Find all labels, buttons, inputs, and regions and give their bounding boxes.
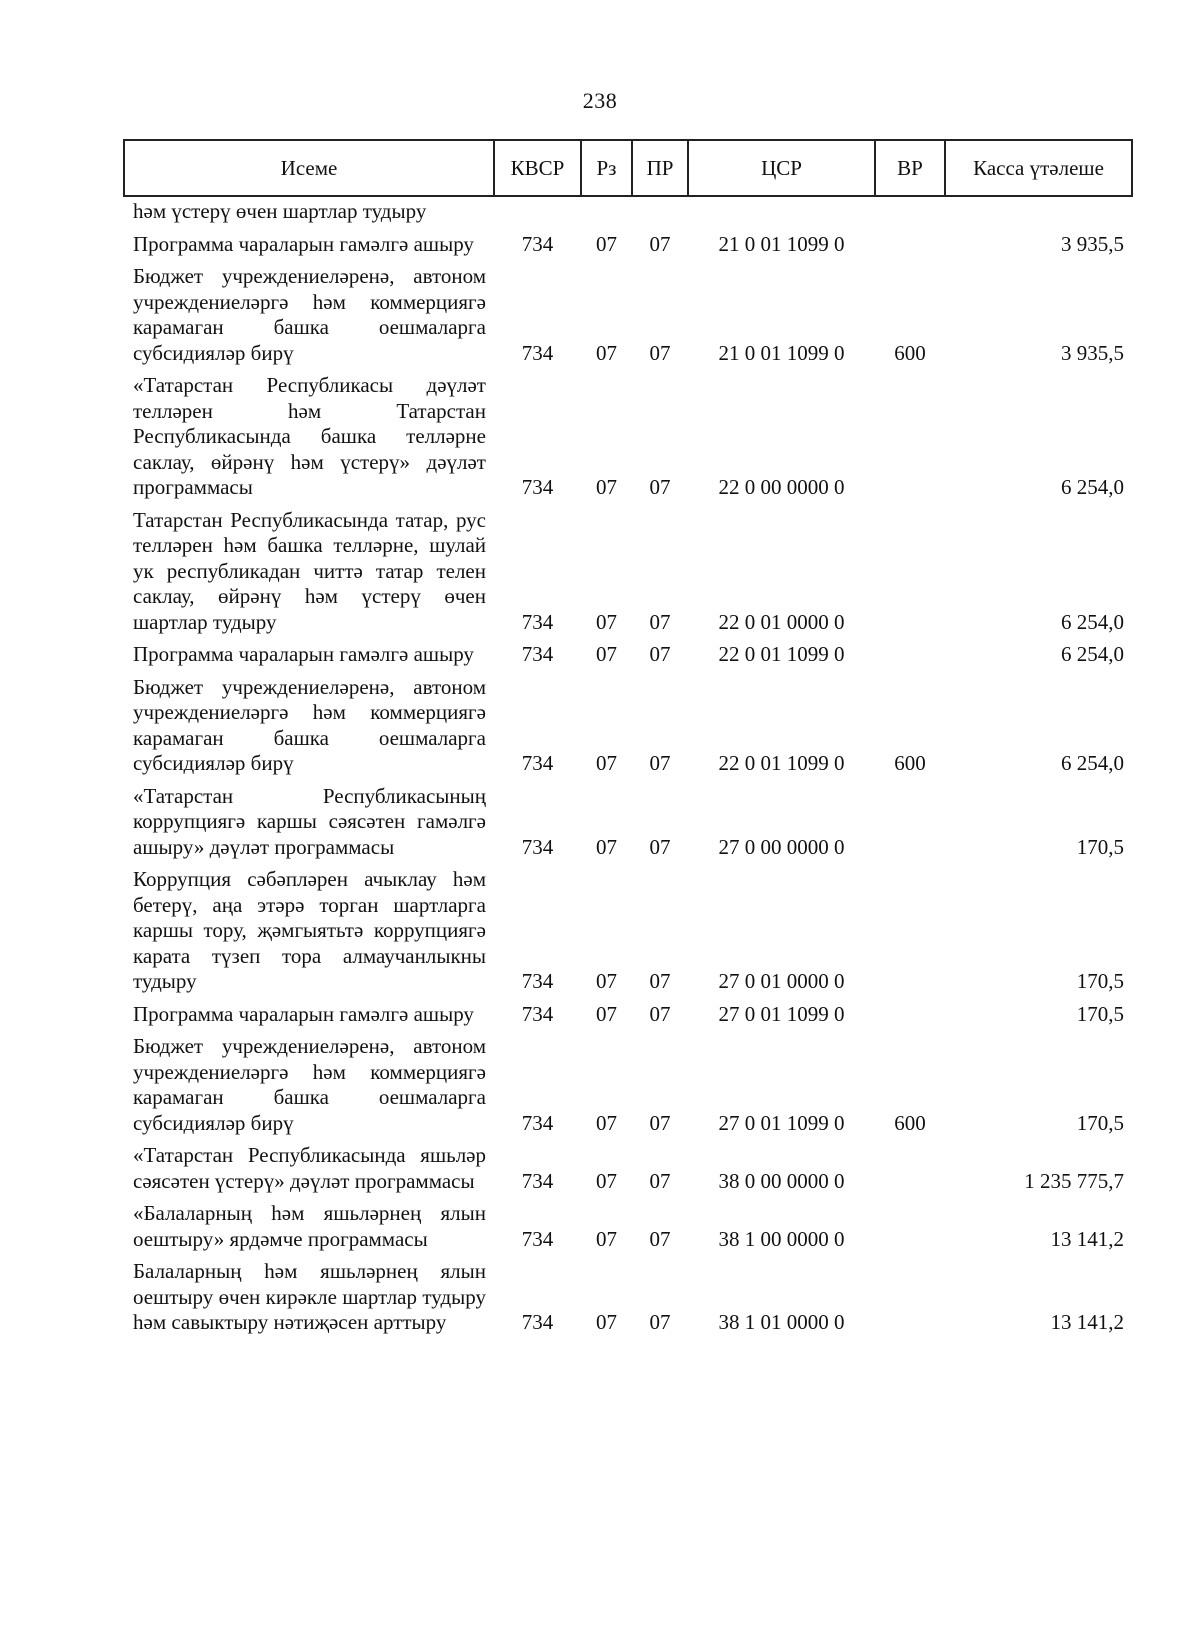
row-sum: 6 254,0 bbox=[1061, 475, 1124, 499]
table-row bbox=[124, 505, 1132, 640]
row-name: Программа чараларын гамәлгә ашыру bbox=[133, 1001, 474, 1026]
row-vr bbox=[875, 370, 945, 505]
table-row bbox=[124, 999, 1132, 1032]
row-sum: 6 254,0 bbox=[1061, 609, 1124, 634]
row-vr bbox=[875, 639, 945, 672]
row-sum: 13 141,2 bbox=[1050, 1310, 1124, 1334]
row-vr bbox=[875, 505, 945, 640]
row-rz: 07 bbox=[596, 1168, 617, 1193]
row-kvsr bbox=[494, 196, 581, 229]
table-row bbox=[124, 1198, 1132, 1256]
row-name: «Татарстан Республикасының коррупциягә каршы сәясәтен гамәлгә ашыру» дәүләт программасы bbox=[133, 783, 486, 859]
row-rz: 07 bbox=[596, 642, 617, 666]
table-row bbox=[124, 864, 1132, 999]
row-csr: 27 0 00 0000 0 bbox=[718, 834, 845, 859]
row-rz: 07 bbox=[596, 1001, 617, 1026]
row-pr: 07 bbox=[649, 751, 671, 775]
row-rz: 07 bbox=[596, 1110, 617, 1135]
row-vr bbox=[875, 1140, 945, 1198]
row-rz: 07 bbox=[596, 1226, 617, 1251]
row-sum: 6 254,0 bbox=[1061, 751, 1124, 775]
row-kvsr: 734 bbox=[521, 1226, 554, 1251]
row-kvsr: 734 bbox=[521, 340, 554, 365]
row-kvsr: 734 bbox=[521, 834, 554, 859]
header-sum: Касса үтәлеше bbox=[945, 140, 1132, 196]
page-number: 238 bbox=[582, 88, 618, 113]
row-name: Программа чараларын гамәлгә ашыру bbox=[133, 231, 474, 256]
row-pr: 07 bbox=[649, 834, 671, 859]
row-csr: 22 0 01 1099 0 bbox=[718, 642, 845, 666]
row-rz: 07 bbox=[596, 1310, 617, 1334]
row-csr: 27 0 01 0000 0 bbox=[718, 969, 845, 993]
header-vr: ВР bbox=[875, 140, 945, 196]
row-csr bbox=[688, 196, 875, 229]
row-kvsr: 734 bbox=[521, 1001, 554, 1026]
row-sum: 170,5 bbox=[1076, 1001, 1124, 1026]
row-csr: 22 0 01 1099 0 bbox=[718, 751, 845, 775]
row-vr bbox=[875, 196, 945, 229]
row-rz: 07 bbox=[596, 834, 617, 859]
table-row bbox=[124, 1031, 1132, 1140]
table-header bbox=[124, 140, 1132, 196]
row-kvsr: 734 bbox=[521, 1168, 554, 1193]
row-sum bbox=[945, 196, 1132, 229]
row-kvsr: 734 bbox=[521, 1310, 554, 1334]
row-pr: 07 bbox=[649, 231, 671, 256]
table-row bbox=[124, 672, 1132, 781]
row-name: «Татарстан Республикасы дәүләт телләрен һәм Татарстан Республикасында башка телләрне саклау, өйрәнү һәм үстерү» дәүләт программасы bbox=[133, 373, 486, 499]
row-sum: 3 935,5 bbox=[1061, 231, 1124, 256]
row-name: Коррупция сәбәпләрен ачыклау һәм бетерү, аңа этәрә торган шартларга каршы тору, җәмгыятьтә коррупциягә карата түзеп тора алмаучанлыкны тудыру bbox=[133, 867, 486, 993]
row-kvsr: 734 bbox=[521, 231, 554, 256]
row-vr bbox=[875, 229, 945, 262]
row-vr: 600 bbox=[894, 751, 926, 775]
row-pr: 07 bbox=[649, 475, 671, 499]
row-csr: 21 0 01 1099 0 bbox=[718, 340, 845, 365]
row-sum: 3 935,5 bbox=[1061, 340, 1124, 365]
row-vr bbox=[875, 999, 945, 1032]
header-csr: ЦСР bbox=[688, 140, 875, 196]
row-name: «Татарстан Республикасында яшьләр сәясәтен үстерү» дәүләт программасы bbox=[133, 1143, 486, 1193]
row-pr: 07 bbox=[649, 340, 671, 365]
row-sum: 170,5 bbox=[1076, 834, 1124, 859]
row-pr: 07 bbox=[649, 642, 671, 666]
row-sum: 170,5 bbox=[1076, 969, 1124, 993]
row-sum: 13 141,2 bbox=[1050, 1226, 1124, 1251]
row-vr: 600 bbox=[894, 340, 926, 365]
row-pr: 07 bbox=[649, 1226, 671, 1251]
row-rz bbox=[581, 196, 632, 229]
row-csr: 27 0 01 1099 0 bbox=[718, 1110, 845, 1135]
table-row bbox=[124, 1140, 1132, 1198]
table-body bbox=[124, 196, 1132, 1340]
row-name: һәм үстерү өчен шартлар тудыру bbox=[133, 199, 427, 223]
row-vr bbox=[875, 864, 945, 999]
row-name: Бюджет учреждениеләренә, автоном учреждениеләргә һәм коммерциягә карамаган башка оешмаларга субсидияләр бирү bbox=[133, 1034, 486, 1135]
row-rz: 07 bbox=[596, 340, 617, 365]
header-kvsr: КВСР bbox=[494, 140, 581, 196]
table-row bbox=[124, 229, 1132, 262]
row-name: «Балаларның һәм яшьләрнең ялын оештыру» ярдәмче программасы bbox=[133, 1201, 486, 1251]
row-name: Программа чараларын гамәлгә ашыру bbox=[133, 642, 474, 666]
table-row bbox=[124, 370, 1132, 505]
header-rz: Рз bbox=[581, 140, 632, 196]
row-name: Бюджет учреждениеләренә, автоном учреждениеләргә һәм коммерциягә карамаган башка оешмаларга субсидияләр бирү bbox=[133, 674, 486, 775]
table-row bbox=[124, 196, 1132, 229]
row-vr bbox=[875, 1256, 945, 1340]
table-row bbox=[124, 1256, 1132, 1340]
row-rz: 07 bbox=[596, 475, 617, 499]
header-pr: ПР bbox=[632, 140, 688, 196]
row-rz: 07 bbox=[596, 609, 617, 634]
row-kvsr: 734 bbox=[521, 1110, 554, 1135]
header-name: Исеме bbox=[124, 140, 494, 196]
row-rz: 07 bbox=[596, 231, 617, 256]
row-csr: 38 1 01 0000 0 bbox=[718, 1310, 845, 1334]
row-csr: 38 1 00 0000 0 bbox=[718, 1226, 845, 1251]
row-sum: 6 254,0 bbox=[1061, 642, 1124, 666]
row-vr: 600 bbox=[894, 1110, 926, 1135]
row-name: Бюджет учреждениеләренә, автоном учреждениеләргә һәм коммерциягә карамаган башка оешмаларга субсидияләр бирү bbox=[133, 264, 486, 365]
row-kvsr: 734 bbox=[521, 751, 554, 775]
row-csr: 21 0 01 1099 0 bbox=[718, 231, 845, 256]
row-rz: 07 bbox=[596, 751, 617, 775]
row-pr: 07 bbox=[649, 1310, 671, 1334]
row-kvsr: 734 bbox=[521, 475, 554, 499]
row-kvsr: 734 bbox=[521, 969, 554, 993]
row-pr: 07 bbox=[649, 1001, 671, 1026]
row-pr: 07 bbox=[649, 969, 671, 993]
row-pr: 07 bbox=[649, 1168, 671, 1193]
row-pr: 07 bbox=[649, 609, 671, 634]
table-row bbox=[124, 261, 1132, 370]
budget-table bbox=[123, 139, 1133, 1340]
row-kvsr: 734 bbox=[521, 642, 554, 666]
row-sum: 170,5 bbox=[1076, 1110, 1124, 1135]
row-csr: 22 0 00 0000 0 bbox=[718, 475, 845, 499]
row-csr: 38 0 00 0000 0 bbox=[718, 1168, 845, 1193]
row-csr: 22 0 01 0000 0 bbox=[718, 609, 845, 634]
row-sum: 1 235 775,7 bbox=[1024, 1168, 1124, 1193]
row-name: Татарстан Республикасында татар, рус телләрен һәм башка телләрне, шулай ук республикадан читтә татар телен саклау, өйрәнү һәм үстерү өчен шартлар тудыру bbox=[133, 507, 486, 634]
row-rz: 07 bbox=[596, 969, 617, 993]
row-pr: 07 bbox=[649, 1110, 671, 1135]
table-row bbox=[124, 639, 1132, 672]
row-csr: 27 0 01 1099 0 bbox=[718, 1001, 845, 1026]
table-row bbox=[124, 781, 1132, 865]
row-kvsr: 734 bbox=[521, 609, 554, 634]
row-name: Балаларның һәм яшьләрнең ялын оештыру өчен кирәкле шартлар тудыру һәм савыктыру нәтиҗәсен арттыру bbox=[133, 1259, 486, 1334]
row-vr bbox=[875, 1198, 945, 1256]
row-vr bbox=[875, 781, 945, 865]
row-pr bbox=[632, 196, 688, 229]
